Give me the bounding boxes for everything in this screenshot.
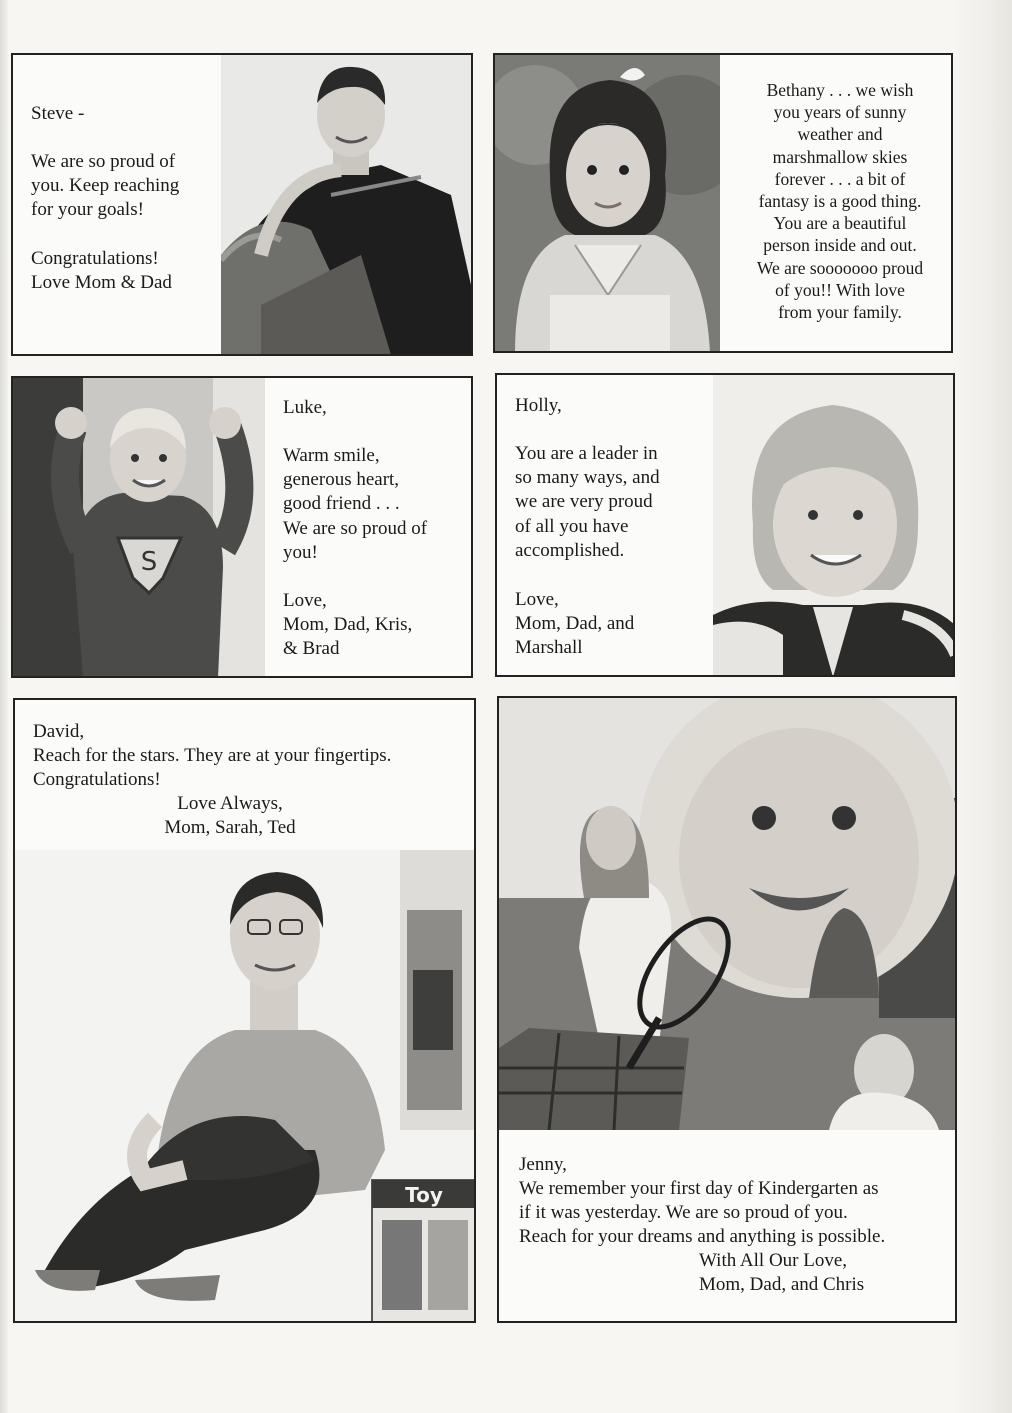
bethany-photo	[495, 55, 720, 353]
steve-message: We are so proud of you. Keep reaching for your goals!	[31, 151, 180, 221]
luke-message: Warm smile, generous heart, good friend . . . We are so proud of you!	[283, 445, 428, 563]
david-sign-line2: Mom, Sarah, Ted	[164, 817, 296, 838]
david-sign-line1: Love Always,	[177, 793, 283, 814]
jenny-greeting: Jenny,	[519, 1154, 567, 1175]
magazine-title: Toy	[405, 1183, 443, 1207]
ad-jenny	[497, 696, 957, 1323]
steve-photo	[221, 55, 473, 356]
page-right-edge	[950, 0, 1012, 1413]
luke-greeting: Luke,	[283, 397, 327, 418]
luke-closing: Love, Mom, Dad, Kris, & Brad	[283, 590, 413, 660]
ad-david	[13, 698, 476, 1323]
holly-message: You are a leader in so many ways, and we are very proud of all you have accomplished.	[515, 443, 660, 561]
luke-photo	[13, 378, 265, 678]
holly-closing: Love, Mom, Dad, and Marshall	[515, 589, 635, 659]
svg-text:S: S	[140, 547, 158, 577]
page-binding-edge	[0, 0, 8, 1413]
david-greeting: David,	[33, 721, 85, 742]
ad-bethany	[493, 53, 953, 353]
holly-photo	[713, 375, 955, 677]
steve-greeting: Steve -	[31, 103, 85, 124]
jenny-photo	[499, 698, 957, 1130]
steve-closing: Congratulations! Love Mom & Dad	[31, 248, 172, 294]
ad-holly	[495, 373, 955, 677]
ad-luke	[11, 376, 473, 678]
jenny-sign-line1: With All Our Love,	[699, 1250, 848, 1271]
ad-steve	[11, 53, 473, 356]
jenny-sign-line2: Mom, Dad, and Chris	[699, 1274, 865, 1295]
bethany-message: Bethany . . . we wish you years of sunny weather and marshmallow skies forever . . . a bit of fantasy is a good thing. You are a beautiful person inside and out. We are sooooooo proud of you!! With love from your family.	[756, 80, 924, 323]
david-photo	[15, 850, 476, 1323]
david-message: Reach for the stars. They are at your fingertips. Congratulations!	[33, 745, 392, 791]
jenny-message: We remember your first day of Kindergarten as if it was yesterday. We are so proud of you. Reach for your dreams and anything is possible.	[519, 1178, 886, 1248]
holly-greeting: Holly,	[515, 395, 562, 416]
